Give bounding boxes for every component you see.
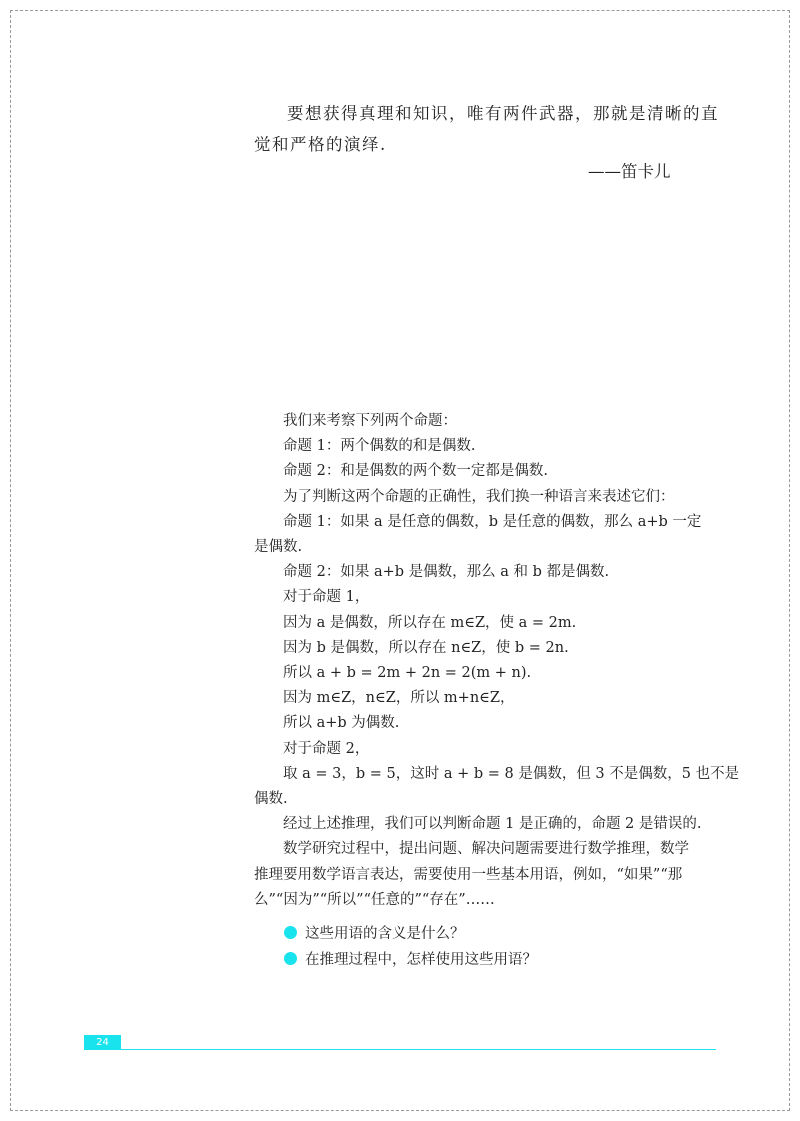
- question-item: [284, 945, 537, 971]
- text-line: 命题 2：和是偶数的两个数一定都是偶数.: [283, 463, 548, 480]
- text-line: 是偶数.: [254, 539, 303, 556]
- text-line: 为了判断这两个命题的正确性，我们换一种语言来表述它们：: [283, 488, 675, 505]
- text-line: 偶数.: [254, 791, 288, 808]
- text-line: 命题 1：如果 a 是任意的偶数，b 是任意的偶数，那么 a+b 一定: [283, 513, 702, 530]
- page-number: 24: [84, 1035, 121, 1050]
- text-line: 数学研究过程中，提出问题、解决问题需要进行数学推理，数学: [283, 841, 689, 858]
- question-item: [284, 919, 537, 945]
- question-text: 在推理过程中，怎样使用这些用语？: [305, 951, 537, 968]
- text-line: 么”“因为”“所以”“任意的”“存在”……: [254, 891, 495, 908]
- text-line: 命题 2：如果 a+b 是偶数，那么 a 和 b 都是偶数.: [283, 564, 610, 581]
- question-text: 这些用语的含义是什么？: [305, 925, 465, 942]
- question-list: [284, 919, 537, 971]
- main-text: [254, 409, 740, 913]
- text-line: 对于命题 2，: [283, 740, 370, 757]
- text-line: 所以 a+b 为偶数.: [283, 715, 400, 732]
- bullet-icon: [284, 952, 297, 965]
- footer-rule: [84, 1049, 716, 1050]
- text-line: 经过上述推理，我们可以判断命题 1 是正确的，命题 2 是错误的.: [283, 816, 702, 833]
- quote-text: 要想获得真理和知识，唯有两件武器，那就是清晰的直觉和严格的演绎.: [254, 104, 719, 154]
- text-line: 取 a = 3，b = 5，这时 a + b = 8 是偶数，但 3 不是偶数，5 也不是: [283, 765, 740, 782]
- quote-author: ——笛卡儿: [588, 162, 671, 181]
- text-line: 我们来考察下列两个命题：: [283, 413, 457, 429]
- text-line: 因为 b 是偶数，所以存在 n∈Z，使 b = 2n.: [283, 639, 569, 656]
- text-line: 因为 m∈Z，n∈Z，所以 m+n∈Z，: [283, 690, 515, 707]
- text-line: 所以 a + b = 2m + 2n = 2(m + n).: [283, 665, 532, 682]
- bullet-icon: [284, 926, 297, 939]
- text-line: 命题 1：两个偶数的和是偶数.: [283, 438, 476, 455]
- epigraph: [254, 98, 724, 181]
- text-line: 因为 a 是偶数，所以存在 m∈Z，使 a = 2m.: [283, 614, 577, 631]
- text-line: 推理要用数学语言表达，需要使用一些基本用语，例如，“如果”“那: [254, 866, 683, 883]
- text-line: 对于命题 1，: [283, 589, 370, 606]
